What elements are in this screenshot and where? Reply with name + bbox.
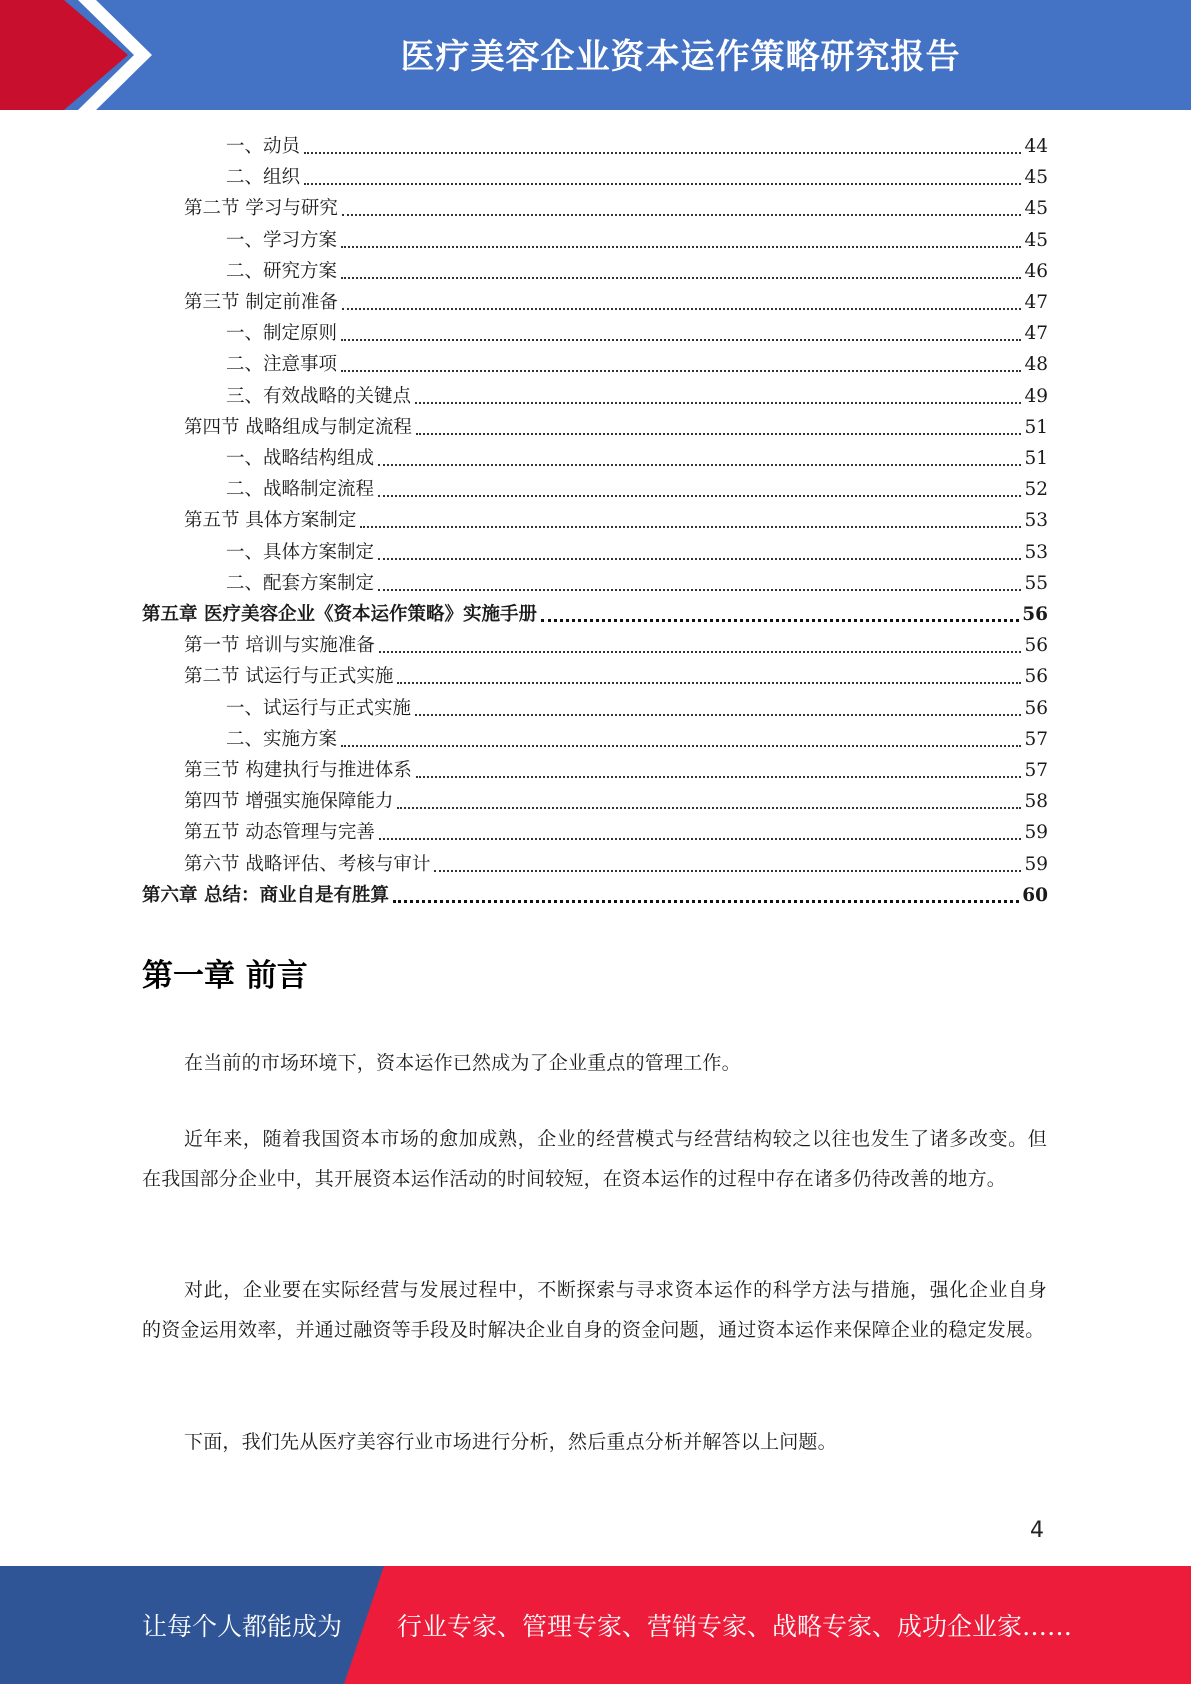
toc-entry-label: 一、具体方案制定 (226, 541, 375, 563)
toc-dot-leader (304, 152, 1021, 154)
toc-entry-label: 二、实施方案 (226, 728, 338, 750)
toc-dot-leader (434, 870, 1021, 872)
toc-entry-page: 56 (1022, 604, 1048, 625)
toc-entry-label: 第六章 总结：商业自是有胜算 (142, 884, 389, 906)
toc-entry-label: 第三节 制定前准备 (184, 292, 338, 313)
toc-entry-page: 47 (1024, 292, 1048, 313)
footer-slogan-right: 行业专家、管理专家、营销专家、战略专家、成功企业家…… (397, 1612, 1073, 1641)
toc-entry[interactable] (226, 534, 1048, 565)
toc-entry-label: 一、制定原则 (226, 323, 338, 345)
toc-entry-label: 第四节 增强实施保障能力 (184, 791, 394, 813)
toc-entry-page: 49 (1024, 385, 1048, 407)
toc-entry-label: 第五章 医疗美容企业《资本运作策略》实施手册 (142, 604, 537, 625)
toc-entry-label: 第五节 动态管理与完善 (184, 822, 375, 844)
toc-entry[interactable] (226, 315, 1048, 346)
paragraph-approach: 对此，企业要在实际经营与发展过程中，不断探索与寻求资本运作的科学方法与措施，强化企业自身的资金运用效率，并通过融资等手段及时解决企业自身的资金问题，通过资本运作来保障企业的稳定发展。 (142, 1279, 1047, 1341)
toc-entry[interactable] (184, 190, 1048, 221)
toc-dot-leader (541, 619, 1019, 622)
toc-entry-page: 44 (1024, 136, 1048, 157)
toc-entry[interactable] (226, 440, 1048, 471)
toc-entry[interactable] (184, 284, 1048, 315)
toc-dot-leader (378, 495, 1021, 497)
toc-dot-leader (415, 402, 1021, 404)
toc-entry[interactable] (184, 814, 1048, 845)
toc-dot-leader (342, 308, 1022, 310)
toc-entry-label: 三、有效战略的关键点 (226, 385, 412, 407)
toc-entry-page: 60 (1022, 884, 1048, 906)
toc-entry-page: 57 (1024, 728, 1048, 750)
toc-entry-page: 56 (1024, 635, 1048, 657)
toc-entry-label: 二、研究方案 (226, 260, 338, 282)
toc-entry-label: 二、注意事项 (226, 354, 338, 376)
toc-dot-leader (360, 526, 1021, 528)
toc-entry[interactable] (226, 565, 1048, 596)
toc-entry-label: 一、学习方案 (226, 229, 338, 251)
page-header (0, 0, 1191, 110)
page-footer (0, 1566, 1191, 1684)
toc-entry-label: 二、配套方案制定 (226, 572, 375, 594)
toc-entry-page: 52 (1024, 479, 1048, 501)
toc-entry-label: 一、战略结构组成 (226, 448, 375, 469)
toc-entry-label: 第五节 具体方案制定 (184, 510, 357, 532)
toc-dot-leader (416, 433, 1022, 435)
toc-entry-label: 第一节 培训与实施准备 (184, 635, 375, 657)
toc-entry-page: 56 (1024, 666, 1048, 688)
toc-entry-label: 一、试运行与正式实施 (226, 697, 412, 719)
toc-dot-leader (393, 900, 1019, 903)
toc-dot-leader (342, 214, 1022, 216)
toc-entry[interactable] (142, 877, 1048, 908)
toc-dot-leader (304, 183, 1021, 185)
toc-entry-page: 59 (1024, 822, 1048, 844)
toc-entry-label: 二、组织 (226, 167, 301, 189)
toc-dot-leader (397, 807, 1021, 809)
toc-dot-leader (341, 339, 1021, 341)
toc-entry-label: 第三节 构建执行与推进体系 (184, 760, 412, 781)
chapter-heading: 第一章 前言 (142, 958, 308, 994)
toc-entry[interactable] (184, 409, 1048, 440)
toc-dot-leader (378, 558, 1021, 560)
page-number: 4 (1030, 1518, 1044, 1543)
toc-dot-leader (341, 246, 1021, 248)
toc-dot-leader (379, 651, 1022, 653)
toc-entry-page: 48 (1024, 354, 1048, 376)
toc-dot-leader (378, 464, 1021, 466)
toc-entry[interactable] (184, 502, 1048, 533)
toc-entry-label: 第六节 战略评估、考核与审计 (184, 853, 431, 875)
toc-entry[interactable] (226, 378, 1048, 409)
toc-entry-page: 55 (1024, 572, 1048, 594)
toc-entry[interactable] (226, 253, 1048, 284)
toc-dot-leader (415, 714, 1021, 716)
toc-entry-label: 一、动员 (226, 136, 301, 157)
toc-entry-page: 51 (1024, 416, 1048, 438)
toc-dot-leader (341, 745, 1021, 747)
toc-entry-page: 53 (1024, 510, 1048, 532)
toc-entry[interactable] (184, 627, 1048, 658)
toc-dot-leader (397, 682, 1021, 684)
toc-entry[interactable] (226, 690, 1048, 721)
toc-entry[interactable] (226, 346, 1048, 377)
toc-entry-page: 45 (1024, 229, 1048, 251)
toc-entry[interactable] (184, 658, 1048, 689)
toc-entry-page: 53 (1024, 541, 1048, 563)
toc-entry[interactable] (226, 159, 1048, 190)
toc-entry[interactable] (184, 783, 1048, 814)
toc-entry[interactable] (226, 721, 1048, 752)
toc-entry-page: 47 (1024, 323, 1048, 345)
toc-entry-page: 57 (1024, 760, 1048, 781)
toc-entry[interactable] (226, 128, 1048, 159)
footer-slogan-left: 让每个人都能成为 (142, 1612, 343, 1641)
toc-entry-page: 56 (1024, 697, 1048, 719)
toc-entry[interactable] (226, 222, 1048, 253)
toc-dot-leader (378, 589, 1021, 591)
paragraph-context: 近年来，随着我国资本市场的愈加成熟，企业的经营模式与经营结构较之以往也发生了诸多改变。但在我国部分企业中，其开展资本运作活动的时间较短，在资本运作的过程中存在诸多仍待改善的地方。 (142, 1128, 1047, 1190)
toc-entry-page: 46 (1024, 260, 1048, 282)
toc-entry-label: 二、战略制定流程 (226, 479, 375, 501)
toc-dot-leader (416, 776, 1022, 778)
toc-entry-label: 第四节 战略组成与制定流程 (184, 416, 412, 438)
toc-entry-page: 51 (1024, 448, 1048, 469)
toc-entry[interactable] (226, 471, 1048, 502)
report-title: 医疗美容企业资本运作策略研究报告 (400, 36, 961, 77)
paragraph-outline: 下面，我们先从医疗美容行业市场进行分析，然后重点分析并解答以上问题。 (184, 1431, 837, 1453)
toc-entry-label: 第二节 学习与研究 (184, 198, 338, 220)
toc-dot-leader (341, 277, 1021, 279)
toc-dot-leader (341, 370, 1021, 372)
toc-dot-leader (379, 838, 1022, 840)
toc-entry-page: 58 (1024, 791, 1048, 813)
toc-entry-page: 45 (1024, 198, 1048, 220)
toc-entry-page: 59 (1024, 853, 1048, 875)
toc-entry[interactable] (184, 752, 1048, 783)
toc-entry[interactable] (184, 846, 1048, 877)
toc-entry-page: 45 (1024, 167, 1048, 189)
paragraph-intro: 在当前的市场环境下，资本运作已然成为了企业重点的管理工作。 (184, 1052, 741, 1074)
toc-entry-label: 第二节 试运行与正式实施 (184, 666, 394, 688)
toc-entry[interactable] (142, 596, 1048, 627)
